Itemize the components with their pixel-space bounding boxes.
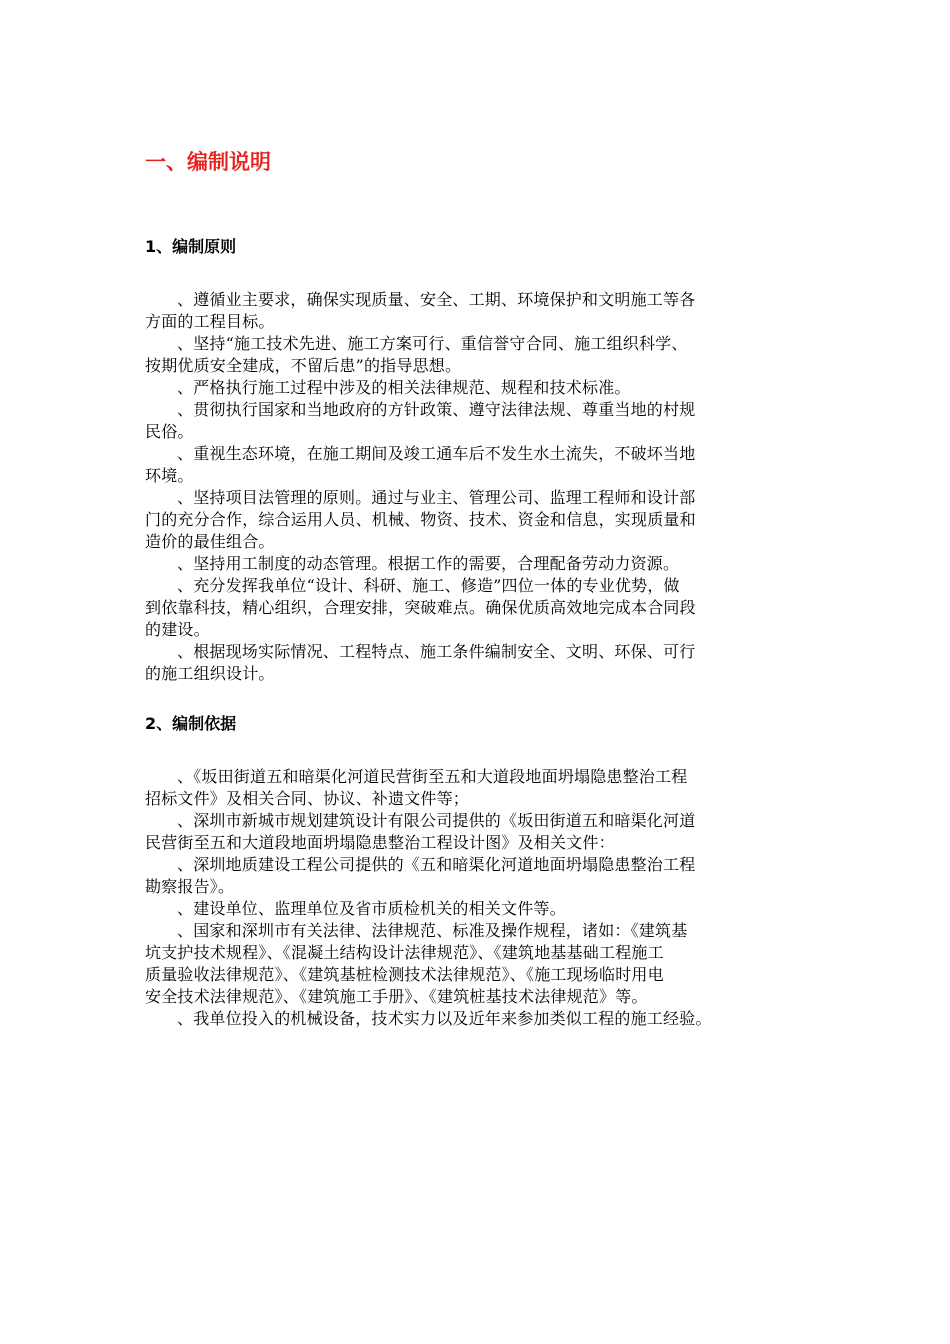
text-line: 环境。 [145, 466, 194, 485]
text-line: 安全技术法律规范》、《建筑施工手册》、《建筑桩基技术法律规范》等。 [145, 987, 648, 1006]
text-line: 、坚持用工制度的动态管理。根据工作的需要，合理配备劳动力资源。 [177, 554, 680, 573]
text-line: 、贯彻执行国家和当地政府的方针政策、遵守法律法规、尊重当地的村规 [177, 400, 696, 419]
text-line: 、坚持项目法管理的原则。通过与业主、管理公司、监理工程师和设计部 [177, 488, 696, 507]
text-line: 、严格执行施工过程中涉及的相关法律规范、规程和技术标准。 [177, 378, 631, 397]
text-line: 、根据现场实际情况、工程特点、施工条件编制安全、文明、环保、可行 [177, 642, 696, 661]
text-line: 坑支护技术规程》、《混凝土结构设计法律规范》、《建筑地基基础工程施工 [145, 943, 664, 962]
text-line: 、建设单位、监理单位及省市质检机关的相关文件等。 [177, 899, 566, 918]
text-line: 方面的工程目标。 [145, 312, 275, 331]
text-line: 的建设。 [145, 620, 210, 639]
text-line: 、我单位投入的机械设备，技术实力以及近年来参加类似工程的施工经验。 [177, 1009, 712, 1028]
text-line: 民营街至五和大道段地面坍塌隐患整治工程设计图》及相关文件： [145, 833, 615, 852]
text-line: 、遵循业主要求，确保实现质量、安全、工期、环境保护和文明施工等各 [177, 290, 696, 309]
text-line: 招标文件》及相关合同、协议、补遗文件等； [145, 789, 470, 808]
text-line: 造价的最佳组合。 [145, 532, 275, 551]
section-body-principles [145, 289, 805, 685]
text-line: 、国家和深圳市有关法律、法律规范、标准及操作规程，诸如：《建筑基 [177, 921, 688, 940]
text-line: 、重视生态环境，在施工期间及竣工通车后不发生水土流失，不破坏当地 [177, 444, 696, 463]
text-line: 勘察报告》。 [145, 877, 235, 896]
text-line: 民俗。 [145, 422, 194, 441]
text-line: 质量验收法律规范》、《建筑基桩检测技术法律规范》、《施工现场临时用电 [145, 965, 664, 984]
text-line: 按期优质安全建成，不留后患”的指导思想。 [145, 356, 462, 375]
text-line: 、深圳地质建设工程公司提供的《五和暗渠化河道地面坍塌隐患整治工程 [177, 855, 696, 874]
text-line: 的施工组织设计。 [145, 664, 275, 683]
text-line: 、深圳市新城市规划建筑设计有限公司提供的《坂田街道五和暗渠化河道 [177, 811, 696, 830]
text-line: 门的充分合作，综合运用人员、机械、物资、技术、资金和信息，实现质量和 [145, 510, 696, 529]
text-line: 、坚持“施工技术先进、施工方案可行、重信誉守合同、施工组织科学、 [177, 334, 688, 353]
section-body-basis [145, 766, 805, 1030]
section-title-principles: 1、编制原则 [145, 237, 237, 256]
text-line: 、《坂田街道五和暗渠化河道民营街至五和大道段地面坍塌隐患整治工程 [177, 767, 688, 786]
text-line: 到依靠科技，精心组织，合理安排，突破难点。确保优质高效地完成本合同段 [145, 598, 696, 617]
text-line: 、充分发挥我单位“设计、科研、施工、修造”四位一体的专业优势，做 [177, 576, 680, 595]
chapter-heading: 一、编制说明 [145, 150, 271, 174]
section-title-basis: 2、编制依据 [145, 714, 237, 733]
